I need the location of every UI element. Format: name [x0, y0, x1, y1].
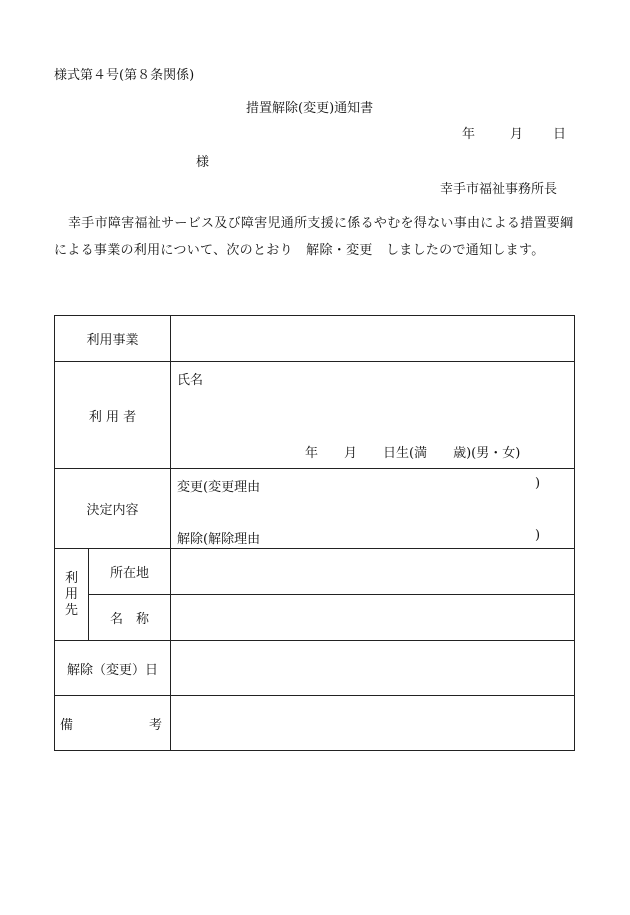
addressee-suffix: 様	[196, 155, 210, 170]
change-reason-close: )	[535, 476, 541, 491]
service-row	[55, 316, 575, 362]
cancel-reason-text: 解除(解除理由	[177, 532, 261, 547]
remarks-row	[55, 696, 575, 751]
remarks-field[interactable]	[171, 696, 575, 751]
form-number: 様式第４号(第８条関係)	[54, 68, 195, 83]
facility-name-field[interactable]	[171, 595, 575, 641]
decision-row	[55, 469, 575, 549]
location-field[interactable]	[171, 549, 575, 595]
date-day-label: 日	[553, 127, 567, 142]
service-label: 利用事業	[55, 316, 171, 362]
destination-char-1: 利	[64, 570, 78, 586]
destination-char-2: 用	[64, 586, 78, 602]
remarks-label-2: 考	[149, 717, 163, 733]
location-row	[55, 549, 575, 595]
user-label: 利 用 者	[55, 362, 171, 469]
cancel-reason-close: )	[535, 528, 541, 543]
destination-char-3: 先	[64, 602, 78, 618]
birth-line: 年 月 日生(満 歳)(男・女)	[305, 446, 521, 461]
date-year-label: 年	[462, 127, 476, 142]
facility-name-row	[55, 595, 575, 641]
decision-field[interactable]	[171, 469, 575, 549]
service-field[interactable]	[171, 316, 575, 362]
date-label: 解除（変更）日	[55, 641, 171, 696]
date-month-label: 月	[510, 127, 524, 142]
user-row	[55, 362, 575, 469]
facility-name-label: 名 称	[89, 595, 171, 641]
body-text-content: 幸手市障害福祉サービス及び障害児通所支援に係るやむを得ない事由による措置要綱による事業の利用について、次のとおり 解除・変更 しましたので通知します。	[54, 216, 574, 258]
user-field[interactable]	[171, 362, 575, 469]
decision-label: 決定内容	[55, 469, 171, 549]
destination-label	[55, 549, 89, 641]
remarks-label: 備	[60, 717, 74, 733]
date-field[interactable]	[171, 641, 575, 696]
remarks-label-cell	[55, 696, 171, 751]
date-line	[462, 123, 566, 142]
notice-table	[54, 315, 575, 751]
location-label: 所在地	[89, 549, 171, 595]
date-row	[55, 641, 575, 696]
name-label: 氏名	[177, 373, 204, 388]
issuer: 幸手市福祉事務所長	[440, 182, 558, 197]
change-reason-text: 変更(変更理由	[177, 480, 261, 495]
document-title: 措置解除(変更)通知書	[246, 101, 374, 116]
body-text	[54, 210, 578, 264]
